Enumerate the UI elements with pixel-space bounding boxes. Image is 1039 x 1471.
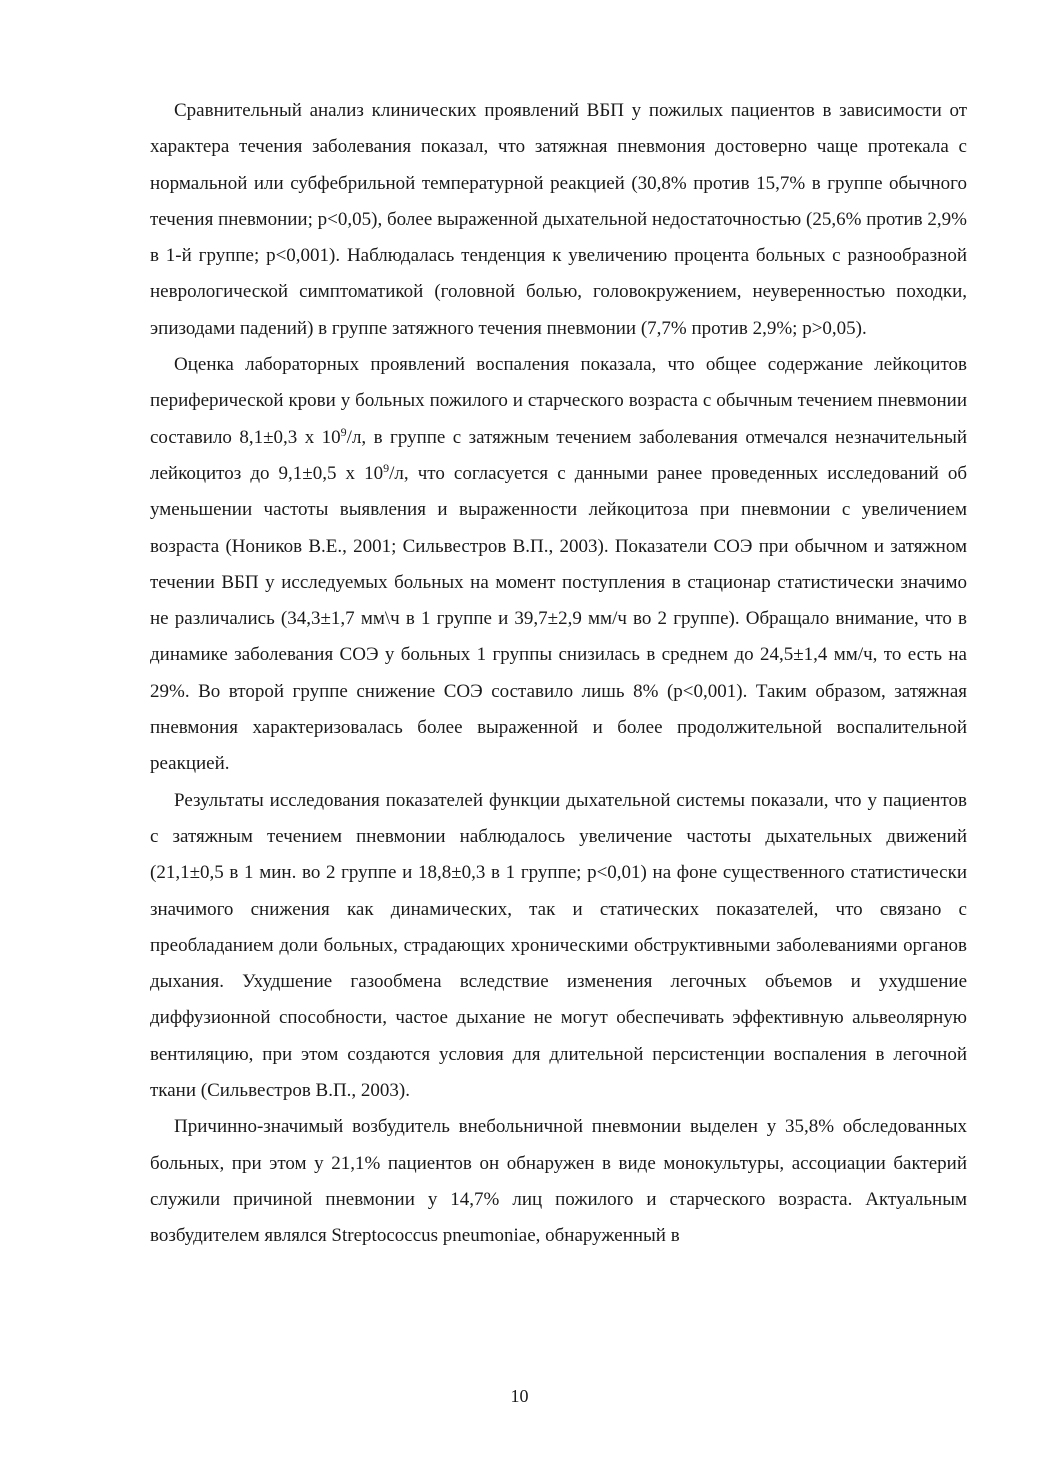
- paragraph-pathogen: [150, 1109, 967, 1254]
- exponent: 9: [383, 460, 390, 475]
- page-number: 10: [510, 1386, 529, 1406]
- paragraph-text: /л, что согласуется с данными ранее проведенных исследований об уменьшении частоты выявления и выраженности лейкоцитоза при пневмонии с увеличением возраста (Нoников В.Е., 2001; Сильвестров В.П., 2003). Показатели СОЭ при обычном и затяжном течении ВБП у исследуемых больных на момент поступления в стационар статистически значимо не различались (34,3±1,7 мм\ч в 1 группе и 39,7±2,9 мм/ч во 2 группе). Обращало внимание, что в динамике заболевания СОЭ у больных 1 группы снизилась в среднем до 24,5±1,4 мм/ч, то есть на 29%. Во второй группе снижение СОЭ составило лишь 8% (р<0,001). Таким образом, затяжная пневмония характеризовалась более выраженной и более продолжительной воспалительной реакцией.: [150, 462, 967, 775]
- paragraph-laboratory-findings: [150, 347, 967, 783]
- document-body: [150, 93, 967, 1255]
- paragraph-text: Сравнительный анализ клинических проявлений ВБП у пожилых пациентов в зависимости от характера течения заболевания показал, что затяжная пневмония достоверно чаще протекала с нормальной или субфебрильной температурной реакцией (30,8% против 15,7% в группе обычного течения пневмонии; р<0,05), более выраженной дыхательной недостаточностью (25,6% против 2,9% в 1-й группе; р<0,001). Наблюдалась тенденция к увеличению процента больных с разнообразной неврологической симптоматикой (головной болью, головокружением, неуверенностью походки, эпизодами падений) в группе затяжного течения пневмонии (7,7% против 2,9%; р>0,05).: [150, 100, 967, 339]
- paragraph-text: Результаты исследования показателей функции дыхательной системы показали, что у пациентов с затяжным течением пневмонии наблюдалось увеличение частоты дыхательных движений (21,1±0,5 в 1 мин. во 2 группе и 18,8±0,3 в 1 группе; р<0,01) на фоне существенного статистически значимого снижения как динамических, так и статических показателей, что связано с преобладанием доли больных, страдающих хроническими обструктивными заболеваниями органов дыхания. Ухудшение газообмена вследствие изменения легочных объемов и ухудшение диффузионной способности, частое дыхание не могут обеспечивать эффективную альвеолярную вентиляцию, при этом создаются условия для длительной персистенции воспаления в легочной ткани (Сильвестров В.П., 2003).: [150, 789, 967, 1102]
- paragraph-text: /л, в группе с затяжным течением заболевания отмечался незначительный лейкоцитоз до 9,1±0,5 х 10: [150, 426, 967, 484]
- paragraph-respiratory-function: [150, 783, 967, 1110]
- exponent: 9: [340, 424, 347, 439]
- paragraph-text: Оценка лабораторных проявлений воспаления показала, что общее содержание лейкоцитов периферической крови у больных пожилого и старческого возраста с обычным течением пневмонии составило 8,1±0,3 х 10: [150, 354, 967, 448]
- paragraph-text: Причинно-значимый возбудитель внебольничной пневмонии выделен у 35,8% обследованных больных, при этом у 21,1% пациентов он обнаружен в виде монокультуры, ассоциации бактерий служили причиной пневмонии у 14,7% лиц пожилого и старческого возраста. Актуальным возбудителем являлся Streptococcus pneumoniae, обнаруженный в: [150, 1116, 967, 1247]
- paragraph-clinical-comparison: [150, 93, 967, 347]
